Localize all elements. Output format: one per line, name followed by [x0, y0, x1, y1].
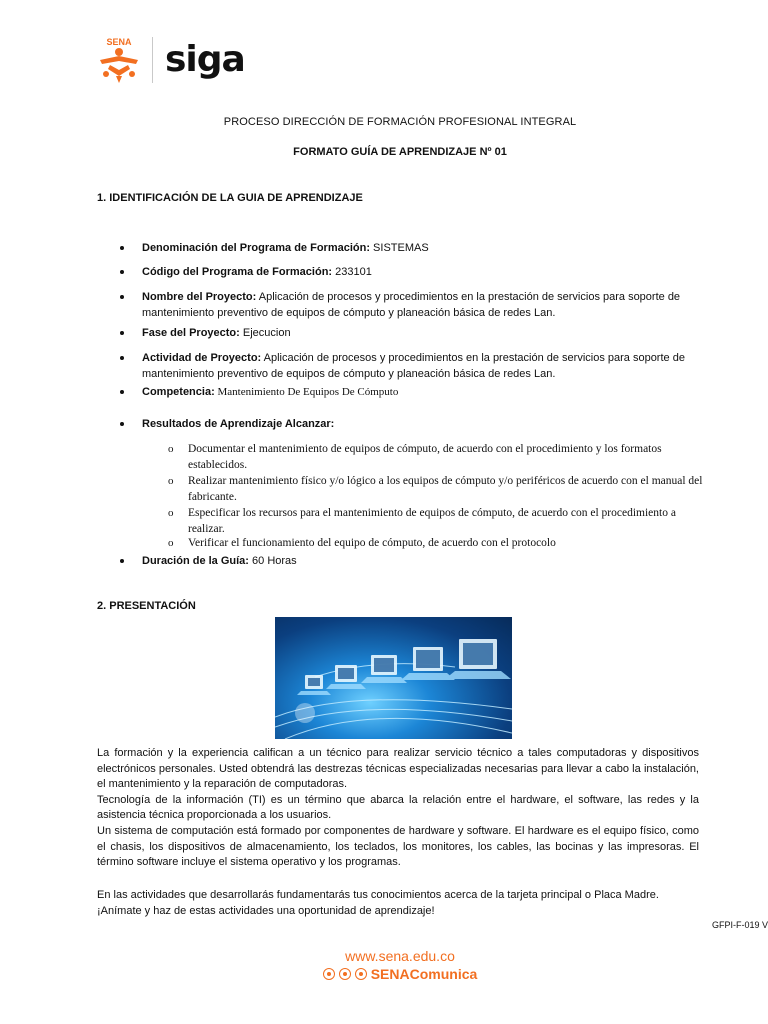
paragraph: ¡Anímate y haz de estas actividades una oportunidad de aprendizaje!: [97, 904, 435, 917]
sena-logo-lettering: SENA: [106, 37, 132, 47]
social-icon: [355, 968, 367, 980]
format-title: FORMATO GUÍA DE APRENDIZAJE Nº 01: [293, 146, 507, 158]
paragraph: Tecnología de la información (TI) es un término que abarca la relación entre el hardware, el software, las redes y la asistencia técnica proporcionada a los usuarios.: [97, 793, 699, 822]
social-icon: [339, 968, 351, 980]
list-item-program-name: Denominación del Programa de Formación: SISTEMAS: [142, 240, 708, 256]
siga-logo-text: siga: [165, 39, 245, 80]
sena-logo-icon: [96, 36, 142, 84]
logo-divider: [152, 37, 153, 83]
presentation-text: [97, 746, 699, 871]
result-item: o Especificar los recursos para el mantenimiento de equipos de cómputo, de acuerdo con el procedimiento a realizar.: [188, 505, 708, 537]
list-item-learning-results: Resultados de Aprendizaje Alcanzar:: [142, 416, 708, 432]
list-item-project-activity: Actividad de Proyecto: Aplicación de procesos y procedimientos en la prestación de servicios para soporte de mantenimiento preventivo de equipos de cómputo y planeación básica de redes Lan.: [142, 350, 708, 382]
list-item-project-name: Nombre del Proyecto: Aplicación de procesos y procedimientos en la prestación de servicios para soporte de mantenimiento preventivo de equipos de cómputo y planeación básica de redes Lan.: [142, 289, 708, 321]
laptops-network-image: [275, 617, 512, 739]
sena-siga-logo: [96, 36, 245, 84]
footer-url[interactable]: www.sena.edu.co: [345, 948, 455, 964]
paragraph: Un sistema de computación está formado por componentes de hardware y software. El hardware es el equipo físico, como el chasis, los dispositivos de almacenamiento, los teclados, los monitores, los cables, las bocinas y las impresoras. El término software incluye el sistema operativo y los programas.: [97, 824, 699, 869]
result-item: o Verificar el funcionamiento del equipo de cómputo, de acuerdo con el protocolo: [188, 535, 708, 551]
paragraph: En las actividades que desarrollarás fundamentarás tus conocimientos acerca de la tarjeta principal o Placa Madre.: [97, 889, 659, 901]
list-item-competence: Competencia: Mantenimiento De Equipos De Cómputo: [142, 384, 708, 400]
process-title: PROCESO DIRECCIÓN DE FORMACIÓN PROFESIONAL INTEGRAL: [223, 116, 577, 128]
result-item: o Documentar el mantenimiento de equipos de cómputo, de acuerdo con el procedimiento y los formatos establecidos.: [188, 441, 708, 473]
list-item-program-code: Código del Programa de Formación: 233101: [142, 264, 708, 280]
social-icon: [323, 968, 335, 980]
list-item-project-phase: Fase del Proyecto: Ejecucion: [142, 325, 708, 341]
result-item: o Realizar mantenimiento físico y/o lógico a los equipos de cómputo y/o periféricos de acuerdo con el manual del fabricante.: [188, 473, 708, 505]
document-code: GFPI-F-019 V: [712, 920, 768, 930]
section1-heading: 1. IDENTIFICACIÓN DE LA GUIA DE APRENDIZAJE: [97, 192, 363, 204]
section2-heading: 2. PRESENTACIÓN: [97, 600, 196, 612]
paragraph: La formación y la experiencia califican a un técnico para realizar servicio técnico a tales computadoras y dispositivos electrónicos personales. Usted obtendrá las destrezas técnicas especializadas necesarias para llevar a cabo la instalación, el mantenimiento y la reparación de computadoras.: [97, 747, 699, 791]
footer-social: [0, 966, 768, 982]
list-item-duration: Duración de la Guía: 60 Horas: [142, 553, 708, 569]
closing-text: [97, 888, 699, 919]
footer-social-handle[interactable]: SENAComunica: [370, 966, 478, 982]
